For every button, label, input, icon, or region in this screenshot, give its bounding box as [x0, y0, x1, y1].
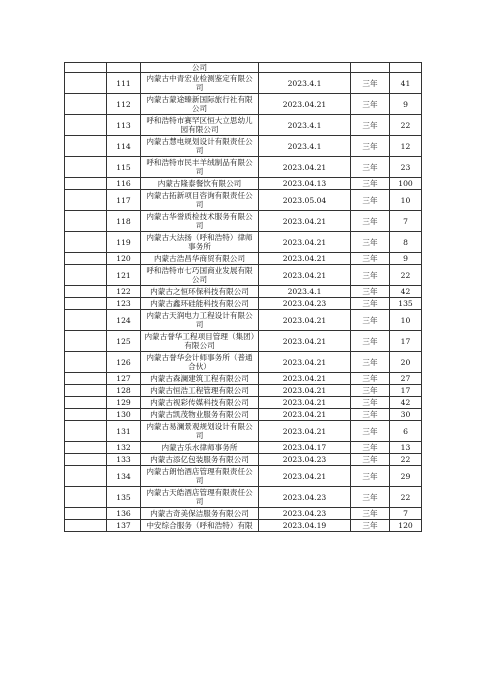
number-cell: 118	[107, 211, 141, 232]
count-cell: 17	[390, 331, 422, 352]
table-row	[65, 331, 422, 352]
table-row	[65, 385, 422, 397]
count-cell: 9	[390, 253, 422, 265]
number-cell: 113	[107, 115, 141, 136]
number-cell	[107, 63, 141, 73]
number-cell: 124	[107, 310, 141, 331]
table-row	[65, 454, 422, 466]
count-cell: 7	[390, 211, 422, 232]
count-cell: 10	[390, 310, 422, 331]
side-column-cell	[65, 520, 107, 532]
count-cell: 22	[390, 265, 422, 286]
company-name-cell: 内蒙古鑫环硅能科技有限公司	[141, 298, 259, 310]
number-cell: 126	[107, 352, 141, 373]
term-cell: 三年	[351, 298, 390, 310]
table-row	[65, 409, 422, 421]
side-column-cell	[65, 157, 107, 178]
term-cell: 三年	[351, 409, 390, 421]
date-cell: 2023.04.21	[259, 253, 351, 265]
company-name-cell: 内蒙古视彩传媒科技有限公司	[141, 397, 259, 409]
term-cell: 三年	[351, 331, 390, 352]
side-column-cell	[65, 421, 107, 442]
number-cell: 130	[107, 409, 141, 421]
company-name-cell: 内蒙古浩昌华商贸有限公司	[141, 253, 259, 265]
date-cell: 2023.04.21	[259, 211, 351, 232]
count-cell: 13	[390, 442, 422, 454]
side-column-cell	[65, 508, 107, 520]
term-cell: 三年	[351, 397, 390, 409]
company-name-cell: 内蒙古蒙途臻新国际旅行社有限公司	[141, 94, 259, 115]
date-cell: 2023.4.1	[259, 136, 351, 157]
count-cell: 22	[390, 487, 422, 508]
company-name-cell: 内蒙古隆泰餐饮有限公司	[141, 178, 259, 190]
number-cell: 114	[107, 136, 141, 157]
number-cell: 125	[107, 331, 141, 352]
number-cell: 119	[107, 232, 141, 253]
term-cell	[351, 63, 390, 73]
count-cell: 12	[390, 136, 422, 157]
number-cell: 134	[107, 466, 141, 487]
side-column-cell	[65, 253, 107, 265]
table-row	[65, 487, 422, 508]
number-cell: 123	[107, 298, 141, 310]
table-row	[65, 286, 422, 298]
company-name-cell: 内蒙古添亿包装服务有限公司	[141, 454, 259, 466]
term-cell: 三年	[351, 508, 390, 520]
number-cell: 111	[107, 73, 141, 94]
company-name-cell: 内蒙古慧电规划设计有限责任公司	[141, 136, 259, 157]
date-cell: 2023.04.13	[259, 178, 351, 190]
number-cell: 137	[107, 520, 141, 532]
term-cell: 三年	[351, 487, 390, 508]
company-name-cell: 内蒙古誉华会计师事务所（普通合伙）	[141, 352, 259, 373]
term-cell: 三年	[351, 373, 390, 385]
company-name-cell: 内蒙古拓新项目咨询有限责任公司	[141, 190, 259, 211]
count-cell: 100	[390, 178, 422, 190]
term-cell: 三年	[351, 115, 390, 136]
date-cell: 2023.04.21	[259, 409, 351, 421]
side-column-cell	[65, 190, 107, 211]
date-cell: 2023.04.19	[259, 520, 351, 532]
count-cell: 6	[390, 421, 422, 442]
table-row	[65, 94, 422, 115]
table-row	[65, 352, 422, 373]
term-cell: 三年	[351, 73, 390, 94]
table-row	[65, 115, 422, 136]
count-cell: 8	[390, 232, 422, 253]
term-cell: 三年	[351, 211, 390, 232]
count-cell: 41	[390, 73, 422, 94]
date-cell: 2023.04.17	[259, 442, 351, 454]
term-cell: 三年	[351, 178, 390, 190]
side-column-cell	[65, 265, 107, 286]
side-column-cell	[65, 94, 107, 115]
date-cell: 2023.04.21	[259, 232, 351, 253]
term-cell: 三年	[351, 520, 390, 532]
count-cell: 42	[390, 286, 422, 298]
number-cell: 115	[107, 157, 141, 178]
table-row	[65, 397, 422, 409]
date-cell: 2023.4.1	[259, 286, 351, 298]
number-cell: 136	[107, 508, 141, 520]
company-name-cell: 内蒙古森澜建筑工程有限公司	[141, 373, 259, 385]
company-name-cell: 呼和浩特市民丰羊绒制品有限公司	[141, 157, 259, 178]
date-cell: 2023.4.1	[259, 73, 351, 94]
company-name-cell: 内蒙古之恒环保科技有限公司	[141, 286, 259, 298]
table-row	[65, 442, 422, 454]
side-column-cell	[65, 373, 107, 385]
date-cell: 2023.05.04	[259, 190, 351, 211]
company-name-cell: 呼和浩特市赛罕区恒大立思幼儿园有限公司	[141, 115, 259, 136]
side-column-cell	[65, 352, 107, 373]
company-name-cell: 内蒙古中青宏业检测鉴定有限公司	[141, 73, 259, 94]
side-column-cell	[65, 178, 107, 190]
count-cell: 20	[390, 352, 422, 373]
count-cell: 135	[390, 298, 422, 310]
number-cell: 127	[107, 373, 141, 385]
side-column-cell	[65, 331, 107, 352]
table-row	[65, 373, 422, 385]
company-name-cell: 内蒙古天皓酒店管理有限责任公司	[141, 487, 259, 508]
term-cell: 三年	[351, 286, 390, 298]
date-cell: 2023.04.21	[259, 94, 351, 115]
side-column-cell	[65, 487, 107, 508]
date-cell: 2023.04.23	[259, 454, 351, 466]
number-cell: 117	[107, 190, 141, 211]
count-cell: 22	[390, 454, 422, 466]
term-cell: 三年	[351, 94, 390, 115]
date-cell: 2023.04.21	[259, 421, 351, 442]
count-cell: 30	[390, 409, 422, 421]
term-cell: 三年	[351, 265, 390, 286]
side-column-cell	[65, 63, 107, 73]
company-name-cell: 内蒙古易澜景观规划设计有限公司	[141, 421, 259, 442]
number-cell: 122	[107, 286, 141, 298]
date-cell: 2023.04.23	[259, 508, 351, 520]
count-cell	[390, 63, 422, 73]
term-cell: 三年	[351, 421, 390, 442]
table-row	[65, 508, 422, 520]
table-body	[65, 63, 422, 532]
term-cell: 三年	[351, 253, 390, 265]
table-row	[65, 310, 422, 331]
count-cell: 27	[390, 373, 422, 385]
table-row	[65, 63, 422, 73]
number-cell: 135	[107, 487, 141, 508]
company-name-cell: 内蒙古朗怡酒店管理有限责任公司	[141, 466, 259, 487]
count-cell: 17	[390, 385, 422, 397]
date-cell: 2023.04.21	[259, 397, 351, 409]
side-column-cell	[65, 232, 107, 253]
side-column-cell	[65, 286, 107, 298]
date-cell: 2023.04.21	[259, 157, 351, 178]
count-cell: 29	[390, 466, 422, 487]
term-cell: 三年	[351, 232, 390, 253]
date-cell: 2023.04.21	[259, 385, 351, 397]
side-column-cell	[65, 136, 107, 157]
company-name-cell: 公司	[141, 63, 259, 73]
term-cell: 三年	[351, 190, 390, 211]
company-name-cell: 内蒙古华誉质检技术服务有限公司	[141, 211, 259, 232]
table-row	[65, 190, 422, 211]
term-cell: 三年	[351, 352, 390, 373]
side-column-cell	[65, 466, 107, 487]
date-cell: 2023.04.21	[259, 331, 351, 352]
company-name-cell: 内蒙古誉华工程项目管理（集团）有限公司	[141, 331, 259, 352]
table-row	[65, 73, 422, 94]
number-cell: 129	[107, 397, 141, 409]
side-column-cell	[65, 211, 107, 232]
side-column-cell	[65, 115, 107, 136]
number-cell: 120	[107, 253, 141, 265]
side-column-cell	[65, 442, 107, 454]
table-row	[65, 253, 422, 265]
side-column-cell	[65, 73, 107, 94]
date-cell: 2023.04.23	[259, 298, 351, 310]
count-cell: 120	[390, 520, 422, 532]
side-column-cell	[65, 298, 107, 310]
table-row	[65, 157, 422, 178]
side-column-cell	[65, 409, 107, 421]
count-cell: 23	[390, 157, 422, 178]
count-cell: 42	[390, 397, 422, 409]
date-cell: 2023.04.21	[259, 265, 351, 286]
company-name-cell: 内蒙古天润电力工程设计有限公司	[141, 310, 259, 331]
table-row	[65, 421, 422, 442]
number-cell: 131	[107, 421, 141, 442]
number-cell: 133	[107, 454, 141, 466]
count-cell: 7	[390, 508, 422, 520]
term-cell: 三年	[351, 466, 390, 487]
side-column-cell	[65, 310, 107, 331]
term-cell: 三年	[351, 385, 390, 397]
side-column-cell	[65, 385, 107, 397]
count-cell: 9	[390, 94, 422, 115]
company-name-cell: 内蒙古奇美保洁服务有限公司	[141, 508, 259, 520]
company-name-cell: 内蒙古大法扬（呼和浩特）律师事务所	[141, 232, 259, 253]
date-cell: 2023.04.21	[259, 310, 351, 331]
table-row	[65, 178, 422, 190]
side-column-cell	[65, 454, 107, 466]
term-cell: 三年	[351, 442, 390, 454]
company-name-cell: 内蒙古凯茂物业服务有限公司	[141, 409, 259, 421]
date-cell: 2023.04.21	[259, 352, 351, 373]
number-cell: 112	[107, 94, 141, 115]
number-cell: 116	[107, 178, 141, 190]
term-cell: 三年	[351, 136, 390, 157]
registration-table	[64, 62, 422, 532]
date-cell: 2023.4.1	[259, 115, 351, 136]
number-cell: 132	[107, 442, 141, 454]
term-cell: 三年	[351, 310, 390, 331]
side-column-cell	[65, 397, 107, 409]
table-row	[65, 232, 422, 253]
term-cell: 三年	[351, 454, 390, 466]
count-cell: 10	[390, 190, 422, 211]
table-row	[65, 136, 422, 157]
company-name-cell: 内蒙古恒浩工程管理有限公司	[141, 385, 259, 397]
company-name-cell: 内蒙古乐水律师事务所	[141, 442, 259, 454]
date-cell: 2023.04.21	[259, 466, 351, 487]
table-row	[65, 298, 422, 310]
number-cell: 121	[107, 265, 141, 286]
term-cell: 三年	[351, 157, 390, 178]
date-cell: 2023.04.21	[259, 373, 351, 385]
number-cell: 128	[107, 385, 141, 397]
company-name-cell: 呼和浩特市七巧国商业发展有限公司	[141, 265, 259, 286]
table-row	[65, 466, 422, 487]
date-cell: 2023.04.23	[259, 487, 351, 508]
count-cell: 22	[390, 115, 422, 136]
table-row	[65, 211, 422, 232]
company-name-cell: 中安综合服务（呼和浩特）有限	[141, 520, 259, 532]
table-row	[65, 520, 422, 532]
date-cell	[259, 63, 351, 73]
table-row	[65, 265, 422, 286]
